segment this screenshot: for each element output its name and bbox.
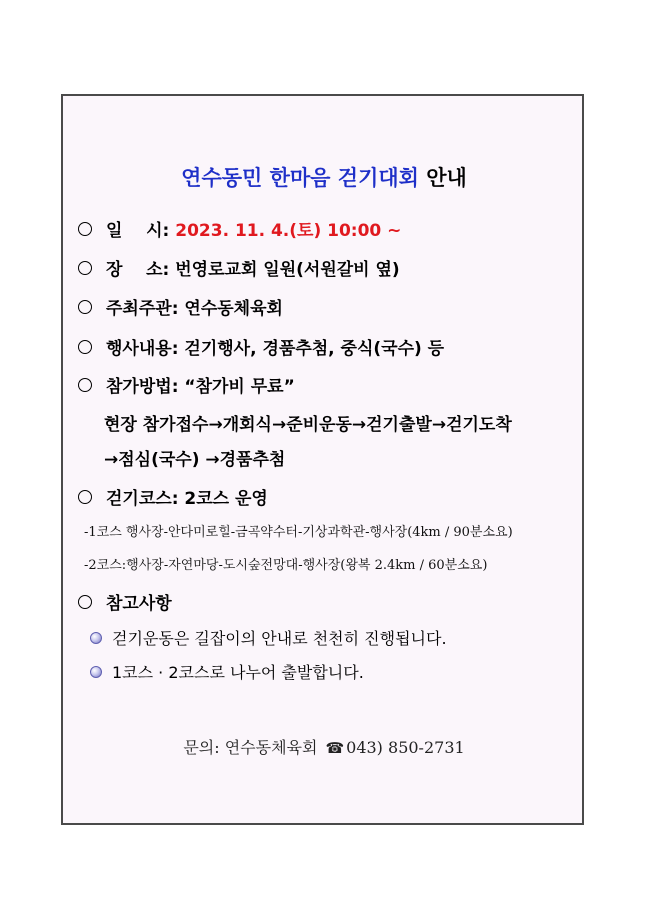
item-notes bbox=[78, 589, 172, 614]
circle-bullet-icon bbox=[78, 490, 92, 504]
item-label: 참고사항 bbox=[106, 594, 172, 614]
title-main: 연수동민 한마음 걷기대회 bbox=[181, 166, 419, 190]
round-bullet-icon bbox=[90, 666, 102, 678]
item-content bbox=[78, 334, 444, 359]
circle-bullet-icon bbox=[78, 340, 92, 354]
item-label: 행사내용: bbox=[106, 339, 185, 359]
item-course bbox=[78, 484, 268, 509]
contact-phone: 043) 850-2731 bbox=[346, 738, 465, 757]
title-suffix: 안내 bbox=[418, 166, 467, 190]
item-label: 일 시: bbox=[106, 221, 176, 241]
circle-bullet-icon bbox=[78, 222, 92, 236]
item-label: 참가방법: bbox=[106, 377, 185, 397]
item-value: 번영로교회 일원(서원갈비 옆) bbox=[175, 260, 400, 280]
circle-bullet-icon bbox=[78, 261, 92, 275]
item-value: “참가비 무료” bbox=[184, 377, 295, 397]
course-1: -1코스 행사장-안다미로힐-금곡약수터-기상과학관-행사장(4km / 90분소요) bbox=[84, 525, 513, 540]
circle-bullet-icon bbox=[78, 595, 92, 609]
item-place bbox=[78, 255, 400, 280]
note-text: 걷기운동은 길잡이의 안내로 천천히 진행됩니다. bbox=[112, 629, 447, 648]
note-item bbox=[90, 660, 364, 683]
contact-label: 문의: 연수동체육회 bbox=[183, 738, 318, 757]
round-bullet-icon bbox=[90, 632, 102, 644]
item-value: 걷기행사, 경품추첨, 중식(국수) 등 bbox=[184, 339, 445, 359]
circle-bullet-icon bbox=[78, 378, 92, 392]
item-value: 2023. 11. 4.(토) 10:00 ~ bbox=[175, 221, 402, 241]
circle-bullet-icon bbox=[78, 300, 92, 314]
note-text: 1코스 · 2코스로 나누어 출발합니다. bbox=[112, 663, 364, 682]
procedure-line-2: →점심(국수) →경품추첨 bbox=[104, 450, 286, 470]
item-method bbox=[78, 372, 295, 397]
contact-line bbox=[0, 735, 648, 758]
item-label: 장 소: bbox=[106, 260, 176, 280]
note-item bbox=[90, 626, 447, 649]
item-date bbox=[78, 216, 401, 241]
notice-title bbox=[0, 162, 648, 192]
item-label: 걷기코스: bbox=[106, 489, 185, 509]
item-value: 연수동체육회 bbox=[184, 299, 283, 319]
item-value: 2코스 운영 bbox=[184, 489, 268, 509]
procedure-line-1: 현장 참가접수→개회식→준비운동→걷기출발→걷기도착 bbox=[104, 415, 512, 435]
item-label: 주최주관: bbox=[106, 299, 185, 319]
course-2: -2코스:행사장-자연마당-도시숲전망대-행사장(왕복 2.4km / 60분소요) bbox=[84, 558, 488, 573]
phone-icon: ☎ bbox=[325, 739, 345, 757]
item-host bbox=[78, 294, 283, 319]
